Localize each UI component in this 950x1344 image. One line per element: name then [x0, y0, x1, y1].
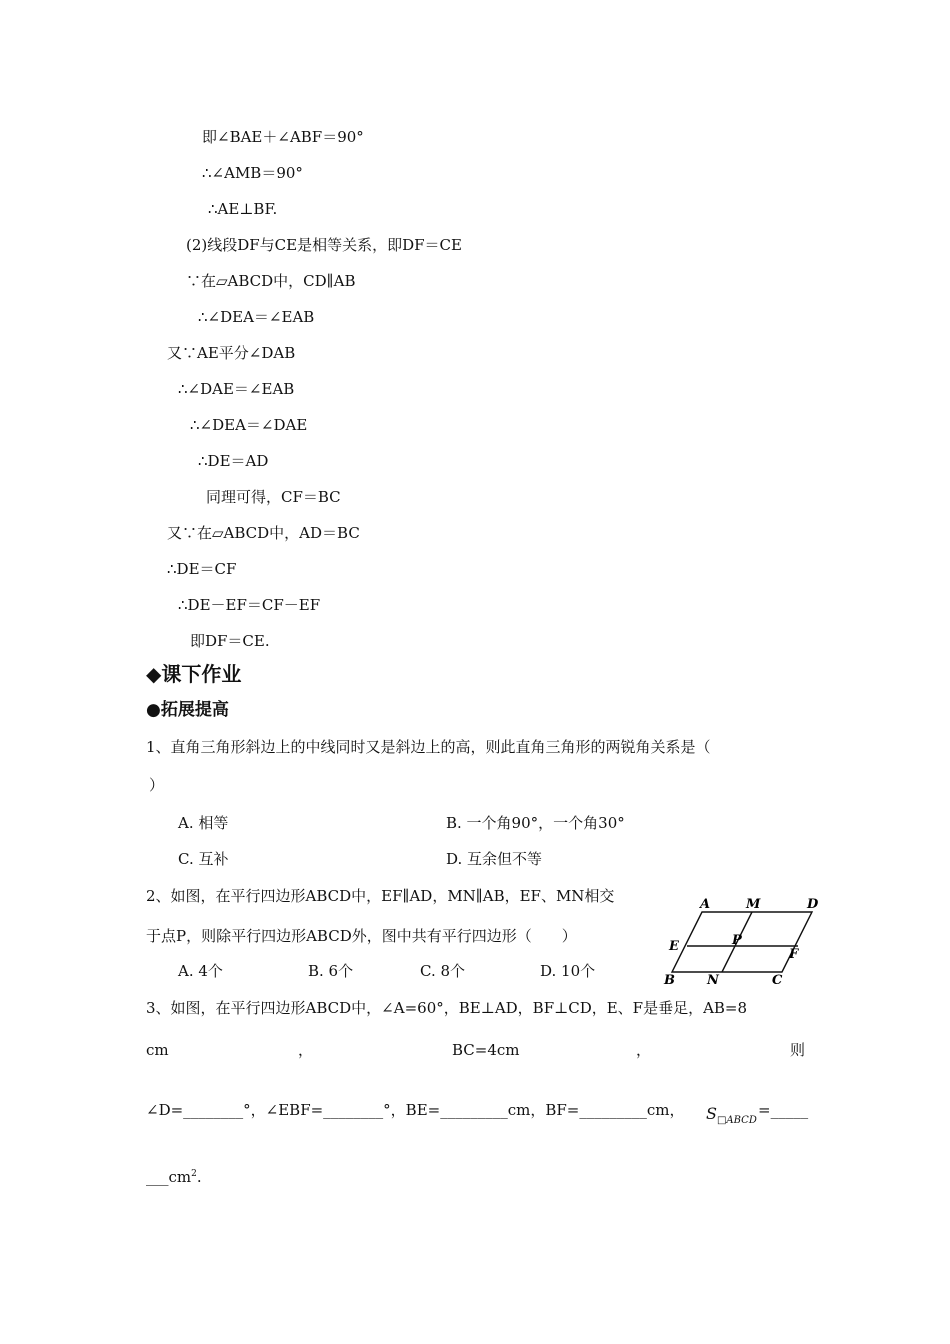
label-a: A [700, 897, 711, 912]
label-p: P [732, 933, 742, 948]
q2-option-b: B. 6个 [308, 962, 354, 980]
proof-line-13: ∴DE＝CF [167, 560, 237, 578]
proof-line-14: ∴DE－EF＝CF－EF [178, 596, 321, 614]
proof-line-7: 又∵AE平分∠DAB [167, 344, 296, 362]
q2-option-c: C. 8个 [420, 962, 466, 980]
proof-line-1: 即∠BAE＋∠ABF＝90° [202, 128, 364, 146]
section-title: ◆课下作业 [146, 662, 242, 686]
label-e: E [669, 939, 679, 954]
q3-then: 则 [790, 1041, 806, 1059]
q2-option-a: A. 4个 [178, 962, 223, 980]
q1-option-d: D. 互余但不等 [446, 850, 543, 868]
proof-line-5: ∵在▱ABCD中，CD∥AB [186, 272, 356, 290]
area-sub: □ABCD [716, 1115, 757, 1127]
label-d: D [807, 897, 819, 912]
label-m: M [746, 897, 761, 912]
proof-line-9: ∴∠DEA＝∠DAE [190, 416, 308, 434]
proof-line-15: 即DF＝CE. [190, 632, 270, 650]
q3-area-symbol [706, 1104, 757, 1126]
q3-blanks-line: ∠D=________°，∠EBF=________°，BE=_________cm，BF=_________cm， [146, 1101, 685, 1119]
proof-line-12: 又∵在▱ABCD中，AD＝BC [167, 524, 360, 542]
proof-line-2: ∴∠AMB＝90° [202, 164, 303, 182]
q3-comma-2: ， [636, 1041, 652, 1059]
subsection-title: ●拓展提高 [146, 700, 229, 720]
q1-stem-line1: 1、直角三角形斜边上的中线同时又是斜边上的高，则此直角三角形的两锐角关系是（ [146, 738, 711, 756]
area-unit-text: ___cm [146, 1168, 192, 1186]
label-b: B [664, 973, 675, 988]
q1-option-a: A. 相等 [178, 814, 229, 832]
label-f: F [789, 947, 799, 962]
q1-stem-line2: ） [149, 776, 165, 794]
proof-line-11: 同理可得，CF＝BC [206, 488, 341, 506]
label-n: N [707, 973, 719, 988]
area-unit-sup: 2 [191, 1169, 197, 1179]
q2-stem-line1: 2、如图，在平行四边形ABCD中，EF∥AD，MN∥AB，EF、MN相交 [146, 887, 615, 905]
q2-stem-line2: 于点P，则除平行四边形ABCD外，图中共有平行四边形（ ） [146, 927, 577, 945]
q2-option-d: D. 10个 [540, 962, 596, 980]
area-s: S [706, 1104, 717, 1123]
q3-area-unit [146, 1164, 202, 1187]
proof-line-6: ∴∠DEA＝∠EAB [198, 308, 315, 326]
label-c: C [772, 973, 783, 988]
q1-option-c: C. 互补 [178, 850, 229, 868]
area-unit-end: . [196, 1168, 202, 1186]
q1-option-b: B. 一个角90°，一个角30° [446, 814, 625, 832]
q3-comma-1: ， [298, 1041, 314, 1059]
proof-line-4: (2)线段DF与CE是相等关系，即DF＝CE [186, 236, 462, 254]
proof-line-10: ∴DE＝AD [198, 452, 269, 470]
q3-area-blank: =_____ [758, 1101, 809, 1119]
parallelogram-figure [662, 892, 826, 988]
q3-stem-line1: 3、如图，在平行四边形ABCD中，∠A=60°，BE⊥AD，BF⊥CD，E、F是垂足，AB=8 [146, 999, 748, 1017]
proof-line-3: ∴AE⊥BF. [208, 200, 278, 218]
q3-bc-value: BC=4cm [452, 1041, 520, 1059]
q3-unit-cm: cm [146, 1041, 169, 1059]
proof-line-8: ∴∠DAE＝∠EAB [178, 380, 295, 398]
parallelogram-abcd [672, 912, 812, 972]
